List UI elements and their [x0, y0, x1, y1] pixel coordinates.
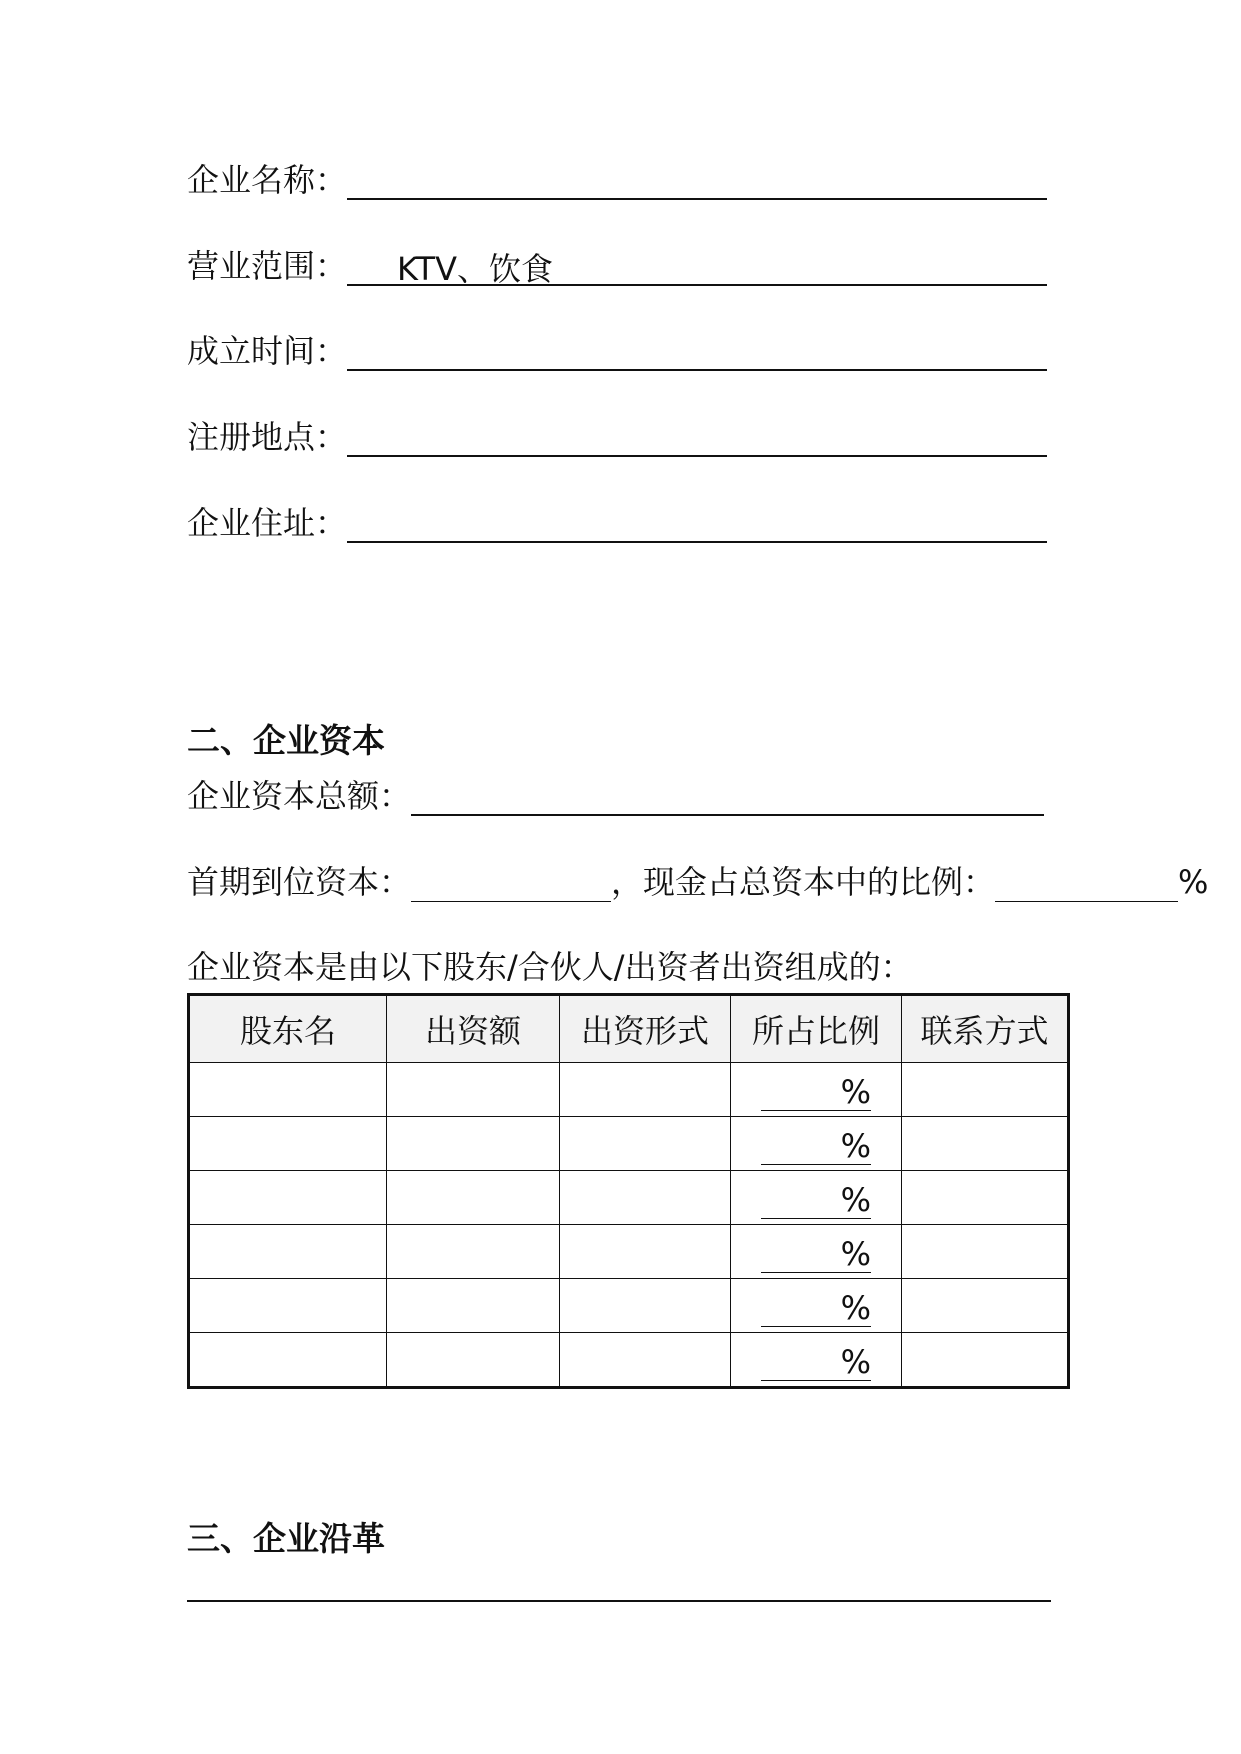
- founding-date-field: [187, 331, 1047, 371]
- table-row: [189, 1279, 1069, 1333]
- business-scope-field: [187, 246, 1047, 286]
- section-3-title: 三、企业沿革: [187, 1519, 385, 1558]
- company-address-field: [187, 503, 1047, 543]
- company-address-label: 企业住址：: [187, 504, 348, 542]
- section-2-title: 二、企业资本: [187, 721, 385, 760]
- cell-share-ratio[interactable]: [731, 1063, 902, 1117]
- initial-capital-label: 首期到位资本：: [187, 863, 412, 901]
- cell-shareholder-name[interactable]: [189, 1171, 387, 1225]
- col-header-investment-amount: 出资额: [387, 995, 560, 1063]
- company-name-label: 企业名称：: [187, 161, 348, 199]
- cell-shareholder-name[interactable]: [189, 1225, 387, 1279]
- col-header-investment-form: 出资形式: [560, 995, 731, 1063]
- cell-share-ratio[interactable]: [731, 1225, 902, 1279]
- company-address-input[interactable]: [347, 507, 1047, 543]
- cell-investment-form[interactable]: [560, 1225, 731, 1279]
- table-row: [189, 1117, 1069, 1171]
- cell-investment-amount[interactable]: [387, 1279, 560, 1333]
- cash-ratio-input[interactable]: [995, 867, 1178, 902]
- cell-investment-amount[interactable]: [387, 1117, 560, 1171]
- company-name-field: [187, 160, 1047, 200]
- cell-investment-amount[interactable]: [387, 1333, 560, 1388]
- cell-share-ratio[interactable]: [731, 1117, 902, 1171]
- table-row: [189, 1171, 1069, 1225]
- share-ratio-blank[interactable]: %: [761, 1344, 871, 1381]
- col-header-shareholder-name: 股东名: [189, 995, 387, 1063]
- cell-investment-amount[interactable]: [387, 1225, 560, 1279]
- cell-investment-form[interactable]: [560, 1279, 731, 1333]
- cell-investment-form[interactable]: [560, 1333, 731, 1388]
- cell-investment-amount[interactable]: [387, 1171, 560, 1225]
- table-row: [189, 1225, 1069, 1279]
- history-input-line[interactable]: [187, 1600, 1051, 1602]
- cell-shareholder-name[interactable]: [189, 1117, 387, 1171]
- cell-contact[interactable]: [902, 1279, 1069, 1333]
- cell-contact[interactable]: [902, 1063, 1069, 1117]
- share-ratio-blank[interactable]: %: [761, 1236, 871, 1273]
- share-ratio-blank[interactable]: %: [761, 1182, 871, 1219]
- col-header-contact: 联系方式: [902, 995, 1069, 1063]
- cell-shareholder-name[interactable]: [189, 1279, 387, 1333]
- registration-place-label: 注册地点：: [187, 418, 348, 456]
- share-ratio-blank[interactable]: %: [761, 1128, 871, 1165]
- cell-investment-form[interactable]: [560, 1117, 731, 1171]
- total-capital-field: [187, 776, 1044, 816]
- share-ratio-blank[interactable]: %: [761, 1290, 871, 1327]
- total-capital-input[interactable]: [411, 780, 1044, 816]
- col-header-share-ratio: 所占比例: [731, 995, 902, 1063]
- cell-contact[interactable]: [902, 1333, 1069, 1388]
- cell-contact[interactable]: [902, 1117, 1069, 1171]
- cell-shareholder-name[interactable]: [189, 1333, 387, 1388]
- shareholder-table: [187, 993, 1070, 1389]
- cell-investment-form[interactable]: [560, 1171, 731, 1225]
- cell-share-ratio[interactable]: [731, 1279, 902, 1333]
- share-ratio-blank[interactable]: %: [761, 1074, 871, 1111]
- cash-ratio-label: ，现金占总资本中的比例：: [611, 863, 996, 901]
- initial-capital-line: [187, 862, 1208, 902]
- company-name-input[interactable]: [347, 164, 1047, 200]
- registration-place-input[interactable]: [347, 421, 1047, 457]
- total-capital-label: 企业资本总额：: [187, 777, 412, 815]
- table-header-row: [189, 995, 1069, 1063]
- cell-contact[interactable]: [902, 1171, 1069, 1225]
- cell-shareholder-name[interactable]: [189, 1063, 387, 1117]
- founding-date-input[interactable]: [347, 335, 1047, 371]
- cell-contact[interactable]: [902, 1225, 1069, 1279]
- cell-investment-form[interactable]: [560, 1063, 731, 1117]
- business-scope-input[interactable]: KTV、饮食: [347, 250, 1047, 286]
- cell-share-ratio[interactable]: [731, 1171, 902, 1225]
- registration-place-field: [187, 417, 1047, 457]
- founding-date-label: 成立时间：: [187, 332, 348, 370]
- composition-text: 企业资本是由以下股东/合伙人/出资者出资组成的：: [187, 948, 913, 986]
- initial-capital-input[interactable]: [411, 867, 611, 902]
- cash-ratio-percent: %: [1178, 863, 1209, 901]
- table-row: [189, 1333, 1069, 1388]
- cell-share-ratio[interactable]: [731, 1333, 902, 1388]
- cell-investment-amount[interactable]: [387, 1063, 560, 1117]
- business-scope-label: 营业范围：: [187, 247, 348, 285]
- table-row: [189, 1063, 1069, 1117]
